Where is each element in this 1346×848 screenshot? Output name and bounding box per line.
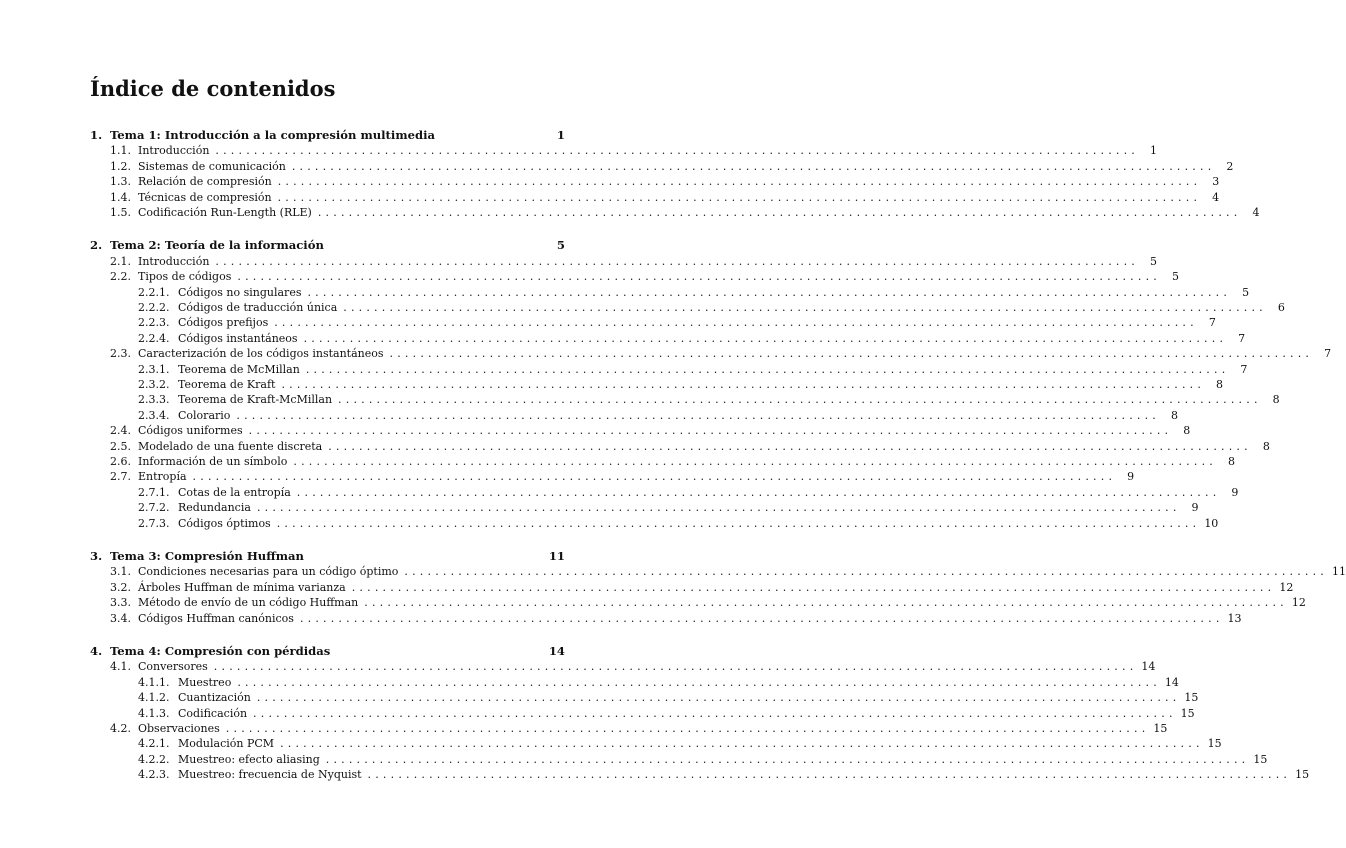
toc-section[interactable] bbox=[90, 454, 1235, 469]
toc-section[interactable] bbox=[90, 721, 1168, 736]
entry-title: Códigos no singulares bbox=[178, 285, 302, 299]
page-number: 9 bbox=[1191, 501, 1199, 515]
entry-number: 3.1. bbox=[110, 565, 131, 579]
dot-leader: ........................................................................................................................ bbox=[256, 691, 1181, 705]
page-number: 4 bbox=[1212, 190, 1220, 204]
dot-leader: ........................................................................................................................ bbox=[256, 501, 1181, 515]
entry-title: Códigos de traducción única bbox=[178, 301, 338, 314]
toc-subsection[interactable] bbox=[90, 675, 1179, 690]
entry-number: 2.4. bbox=[110, 424, 131, 438]
page-number: 7 bbox=[1240, 362, 1248, 376]
entry-title: Cotas de la entropía bbox=[178, 485, 291, 499]
entry-number: 2.2. bbox=[110, 270, 131, 284]
page-number: 3 bbox=[1212, 175, 1220, 189]
entry-number: 4.1. bbox=[110, 660, 131, 674]
dot-leader: ........................................................................................................................ bbox=[305, 362, 1230, 376]
toc-section[interactable] bbox=[90, 595, 1306, 610]
page-number: 7 bbox=[1238, 331, 1246, 345]
toc-section[interactable] bbox=[90, 159, 1234, 174]
entry-number: 2.3.2. bbox=[138, 378, 170, 391]
toc-subsection[interactable] bbox=[90, 377, 1224, 392]
dot-leader: ........................................................................................................................ bbox=[317, 206, 1242, 219]
entry-number: 4.2.2. bbox=[138, 752, 170, 766]
entry-title: Teorema de Kraft-McMillan bbox=[178, 393, 333, 407]
dot-leader: ........................................................................................................................ bbox=[281, 378, 1206, 391]
page-number: 15 bbox=[1295, 768, 1310, 782]
entry-title: Codificación bbox=[178, 706, 248, 720]
entry-title: Muestreo bbox=[178, 675, 232, 689]
page-number: 2 bbox=[1226, 159, 1234, 173]
entry-title: Observaciones bbox=[138, 722, 220, 735]
entry-title: Introducción bbox=[138, 144, 210, 158]
entry-number: 1.1. bbox=[110, 144, 131, 158]
page-number: 15 bbox=[1153, 722, 1168, 735]
dot-leader: ........................................................................................................................ bbox=[389, 347, 1314, 361]
toc-section[interactable] bbox=[90, 580, 1294, 595]
dot-leader: ........................................................................................................................ bbox=[225, 722, 1150, 735]
page-number: 15 bbox=[1253, 752, 1268, 766]
dot-leader: ........................................................................................................................ bbox=[236, 408, 1160, 422]
dot-leader: ........................................................................................................................ bbox=[291, 159, 1216, 173]
page-number: 8 bbox=[1171, 408, 1178, 422]
entry-title: Tipos de códigos bbox=[138, 270, 232, 284]
toc-subsection[interactable] bbox=[90, 736, 1222, 751]
page-number: 5 bbox=[1242, 285, 1250, 299]
entry-title: Técnicas de compresión bbox=[138, 190, 272, 204]
dot-leader: ........................................................................................................................ bbox=[253, 706, 1177, 720]
toc-subsection[interactable] bbox=[90, 408, 1178, 423]
toc-section[interactable] bbox=[90, 423, 1191, 438]
entry-title: Modulación PCM bbox=[178, 737, 275, 751]
entry-title: Redundancia bbox=[178, 501, 251, 515]
entry-title: Codificación Run-Length (RLE) bbox=[138, 206, 312, 219]
toc-section[interactable] bbox=[90, 205, 1260, 220]
dot-leader: ........................................................................................................................ bbox=[364, 596, 1288, 610]
entry-number: 2.3. bbox=[110, 347, 131, 361]
toc-section[interactable] bbox=[90, 269, 1179, 284]
entry-title: Tema 2: Teoría de la información bbox=[110, 238, 324, 253]
toc-section[interactable] bbox=[90, 143, 1157, 158]
dot-leader: ........................................................................................................................ bbox=[237, 675, 1161, 689]
page-number: 6 bbox=[1277, 301, 1285, 314]
entry-number: 2.1. bbox=[110, 254, 131, 268]
page-number: 12 bbox=[1279, 580, 1294, 594]
entry-title: Códigos óptimos bbox=[178, 516, 271, 530]
dot-leader: ........................................................................................................................ bbox=[307, 285, 1232, 299]
toc-subsection[interactable] bbox=[90, 362, 1248, 377]
entry-title: Códigos prefijos bbox=[178, 316, 269, 330]
toc-subsection[interactable] bbox=[90, 392, 1280, 407]
entry-number: 2.5. bbox=[110, 439, 131, 453]
page-title: Índice de contenidos bbox=[90, 76, 336, 101]
entry-number: 2.7.1. bbox=[138, 485, 170, 499]
page-number: 13 bbox=[1227, 611, 1242, 625]
entry-title: Condiciones necesarias para un código óptimo bbox=[138, 565, 399, 579]
entry-number: 2.7.3. bbox=[138, 516, 170, 530]
entry-number: 4. bbox=[90, 644, 103, 658]
entry-title: Información de un símbolo bbox=[138, 455, 288, 468]
page-number: 15 bbox=[1184, 691, 1199, 705]
entry-number: 3. bbox=[90, 549, 103, 563]
entry-number: 2.2.2. bbox=[138, 301, 170, 314]
entry-title: Conversores bbox=[138, 660, 208, 674]
toc-subsection[interactable] bbox=[90, 690, 1199, 705]
dot-leader: ........................................................................................................................ bbox=[277, 175, 1202, 189]
entry-number: 2.7.2. bbox=[138, 501, 170, 515]
dot-leader: ........................................................................................................................ bbox=[404, 565, 1328, 579]
entry-title: Códigos uniformes bbox=[138, 424, 243, 438]
toc-subsection[interactable] bbox=[90, 706, 1195, 721]
entry-number: 4.1.2. bbox=[138, 691, 170, 705]
entry-number: 1.5. bbox=[110, 206, 131, 219]
entry-title: Tema 4: Compresión con pérdidas bbox=[110, 644, 331, 658]
entry-title: Árboles Huffman de mínima varianza bbox=[138, 580, 346, 594]
entry-number: 3.3. bbox=[110, 596, 131, 610]
dot-leader: ........................................................................................................................ bbox=[325, 752, 1250, 766]
entry-title: Códigos Huffman canónicos bbox=[138, 611, 294, 625]
toc-section[interactable] bbox=[90, 564, 1346, 579]
entry-title: Colorario bbox=[178, 408, 231, 422]
page-number: 8 bbox=[1227, 455, 1235, 468]
toc-section[interactable] bbox=[90, 346, 1332, 361]
toc-section[interactable] bbox=[90, 254, 1157, 269]
entry-number: 2.3.1. bbox=[138, 362, 170, 376]
page-number: 9 bbox=[1127, 470, 1135, 484]
entry-number: 3.2. bbox=[110, 580, 131, 594]
entry-number: 2.3.3. bbox=[138, 393, 170, 407]
toc-subsection[interactable] bbox=[90, 285, 1250, 300]
page-number: 10 bbox=[1204, 516, 1219, 530]
page-number: 5 bbox=[1150, 254, 1157, 268]
toc-section[interactable] bbox=[90, 439, 1270, 454]
entry-title: Cuantización bbox=[178, 691, 251, 705]
toc-chapter[interactable] bbox=[90, 238, 565, 253]
page-number: 14 bbox=[548, 644, 565, 658]
entry-number: 1.2. bbox=[110, 159, 131, 173]
entry-title: Códigos instantáneos bbox=[178, 331, 298, 345]
dot-leader: ........................................................................................................................ bbox=[215, 254, 1139, 268]
page-number: 15 bbox=[1207, 737, 1222, 751]
entry-number: 2.7. bbox=[110, 470, 131, 484]
page-number: 9 bbox=[1231, 485, 1239, 499]
page-number: 1 bbox=[1150, 144, 1157, 158]
entry-title: Método de envío de un código Huffman bbox=[138, 596, 359, 610]
toc-section[interactable] bbox=[90, 469, 1135, 484]
toc-section[interactable] bbox=[90, 659, 1156, 674]
toc-section[interactable] bbox=[90, 174, 1220, 189]
entry-title: Tema 1: Introducción a la compresión multimedia bbox=[110, 128, 435, 142]
entry-title: Modelado de una fuente discreta bbox=[138, 439, 323, 453]
entry-title: Introducción bbox=[138, 254, 210, 268]
entry-title: Relación de compresión bbox=[138, 175, 272, 189]
dot-leader: ........................................................................................................................ bbox=[213, 660, 1138, 674]
entry-number: 4.1.3. bbox=[138, 706, 170, 720]
toc-subsection[interactable] bbox=[90, 315, 1216, 330]
entry-number: 1.4. bbox=[110, 190, 131, 204]
toc-subsection[interactable] bbox=[90, 485, 1239, 500]
entry-number: 2.2.4. bbox=[138, 331, 170, 345]
page-number: 15 bbox=[1180, 706, 1195, 720]
dot-leader: ........................................................................................................................ bbox=[277, 190, 1202, 204]
page-number: 8 bbox=[1262, 439, 1270, 453]
dot-leader: ........................................................................................................................ bbox=[276, 516, 1201, 530]
page-number: 14 bbox=[1164, 675, 1179, 689]
dot-leader: ........................................................................................................................ bbox=[280, 737, 1204, 751]
toc-subsection[interactable] bbox=[90, 331, 1246, 346]
toc-section[interactable] bbox=[90, 611, 1242, 626]
dot-leader: ........................................................................................................................ bbox=[351, 580, 1276, 594]
toc-section[interactable] bbox=[90, 190, 1220, 205]
entry-number: 2.2.1. bbox=[138, 285, 170, 299]
entry-number: 2.2.3. bbox=[138, 316, 170, 330]
entry-title: Muestreo: frecuencia de Nyquist bbox=[178, 768, 362, 782]
dot-leader: ........................................................................................................................ bbox=[338, 393, 1262, 407]
entry-number: 1.3. bbox=[110, 175, 131, 189]
entry-number: 3.4. bbox=[110, 611, 131, 625]
page-number: 4 bbox=[1252, 206, 1260, 219]
page-number: 11 bbox=[548, 549, 565, 563]
entry-number: 4.2. bbox=[110, 722, 131, 735]
dot-leader: ........................................................................................................................ bbox=[343, 301, 1267, 314]
toc-subsection[interactable] bbox=[90, 300, 1285, 315]
page-number: 5 bbox=[556, 238, 565, 253]
dot-leader: ........................................................................................................................ bbox=[303, 331, 1228, 345]
toc-subsection[interactable] bbox=[90, 500, 1199, 515]
toc-subsection[interactable] bbox=[90, 767, 1310, 782]
dot-leader: ........................................................................................................................ bbox=[296, 485, 1221, 499]
toc-chapter[interactable] bbox=[90, 644, 565, 659]
toc-subsection[interactable] bbox=[90, 752, 1268, 767]
dot-leader: ........................................................................................................................ bbox=[328, 439, 1252, 453]
entry-number: 2. bbox=[90, 238, 103, 253]
toc-subsection[interactable] bbox=[90, 516, 1219, 531]
dot-leader: ........................................................................................................................ bbox=[299, 611, 1224, 625]
dot-leader: ........................................................................................................................ bbox=[215, 144, 1139, 158]
toc-chapter[interactable] bbox=[90, 549, 565, 564]
page-number: 14 bbox=[1141, 660, 1156, 674]
entry-number: 4.2.1. bbox=[138, 737, 170, 751]
page-number: 5 bbox=[1171, 270, 1179, 284]
dot-leader: ........................................................................................................................ bbox=[237, 270, 1161, 284]
entry-title: Tema 3: Compresión Huffman bbox=[110, 549, 304, 563]
dot-leader: ........................................................................................................................ bbox=[367, 768, 1292, 782]
dot-leader: ........................................................................................................................ bbox=[192, 470, 1117, 484]
entry-number: 2.6. bbox=[110, 455, 131, 468]
entry-number: 4.2.3. bbox=[138, 768, 170, 782]
page-number: 12 bbox=[1291, 596, 1306, 610]
entry-number: 1. bbox=[90, 128, 103, 142]
page-number: 7 bbox=[1208, 316, 1216, 330]
entry-title: Muestreo: efecto aliasing bbox=[178, 752, 320, 766]
page-number: 11 bbox=[1332, 565, 1346, 579]
dot-leader: ........................................................................................................................ bbox=[293, 455, 1217, 468]
page-number: 1 bbox=[556, 128, 565, 142]
page-number: 8 bbox=[1183, 424, 1191, 438]
dot-leader: ........................................................................................................................ bbox=[248, 424, 1173, 438]
toc-chapter[interactable] bbox=[90, 128, 565, 143]
dot-leader: ........................................................................................................................ bbox=[274, 316, 1198, 330]
entry-number: 2.3.4. bbox=[138, 408, 170, 422]
entry-title: Entropía bbox=[138, 470, 187, 484]
page-number: 8 bbox=[1272, 393, 1280, 407]
page-number: 7 bbox=[1324, 347, 1332, 361]
entry-title: Caracterización de los códigos instantáneos bbox=[138, 347, 384, 361]
entry-title: Sistemas de comunicación bbox=[138, 159, 286, 173]
page-number: 8 bbox=[1216, 378, 1224, 391]
entry-number: 4.1.1. bbox=[138, 675, 170, 689]
entry-title: Teorema de Kraft bbox=[178, 378, 276, 391]
entry-title: Teorema de McMillan bbox=[178, 362, 300, 376]
